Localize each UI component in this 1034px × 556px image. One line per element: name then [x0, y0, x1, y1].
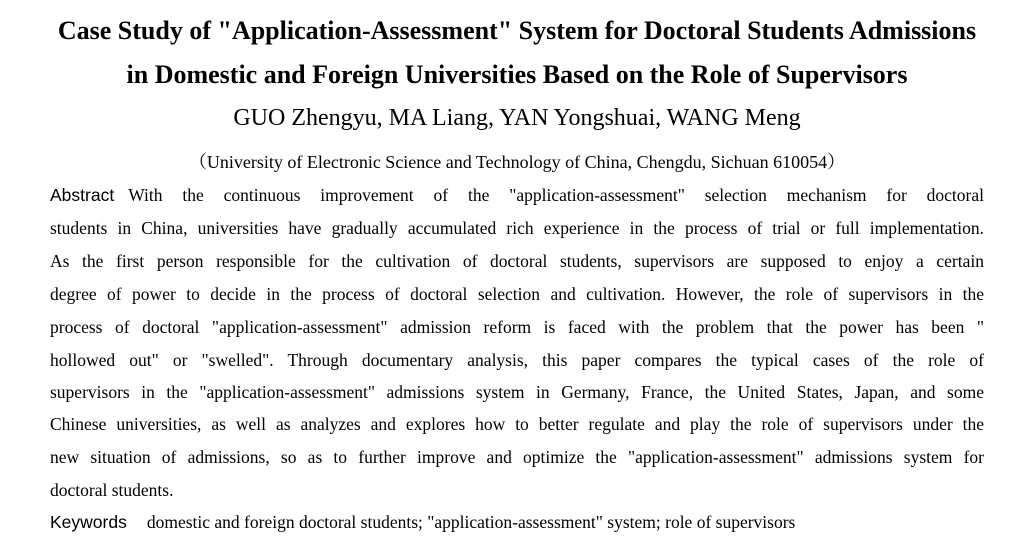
abstract-line: hollowed out" or "swelled". Through documentary analysis, this paper compares the typical cases of the role of: [50, 350, 984, 370]
abstract-label: Abstract: [50, 185, 115, 205]
keywords: [50, 510, 795, 534]
abstract-line: doctoral students.: [50, 480, 174, 500]
paper-title-line-2: in Domestic and Foreign Universities Based on the Role of Supervisors: [126, 60, 908, 89]
abstract-line: degree of power to decide in the process of doctoral selection and cultivation. However, the role of supervisors in the: [50, 284, 984, 304]
paper-title-line-1: Case Study of "Application-Assessment" System for Doctoral Students Admissions: [57, 16, 977, 45]
abstract-line: As the first person responsible for the cultivation of doctoral students, supervisors are supposed to enjoy a certain: [50, 251, 984, 271]
abstract-line: supervisors in the "application-assessment" admissions system in Germany, France, the United States, Japan, and some: [50, 382, 984, 402]
abstract-line: students in China, universities have gradually accumulated rich experience in the process of trial or full implementation.: [50, 218, 984, 238]
authors: GUO Zhengyu, MA Liang, YAN Yongshuai, WANG Meng: [233, 105, 801, 131]
abstract-line: process of doctoral "application-assessment" admission reform is faced with the problem that the power has been ": [50, 317, 984, 337]
abstract-line: Abstract With the continuous improvement of the "application-assessment" selection mechanism for doctoral: [50, 185, 984, 205]
abstract-line: new situation of admissions, so as to further improve and optimize the "application-assessment" admissions system for: [50, 447, 984, 467]
abstract-line: Chinese universities, as well as analyzes and explores how to better regulate and play the role of supervisors under the: [50, 414, 984, 434]
keywords-label: Keywords: [50, 512, 127, 532]
affiliation: （University of Electronic Science and Technology of China, Chengdu, Sichuan 610054）: [188, 152, 846, 172]
keywords-text: domestic and foreign doctoral students; "application-assessment" system; role of supervisors: [146, 512, 796, 532]
